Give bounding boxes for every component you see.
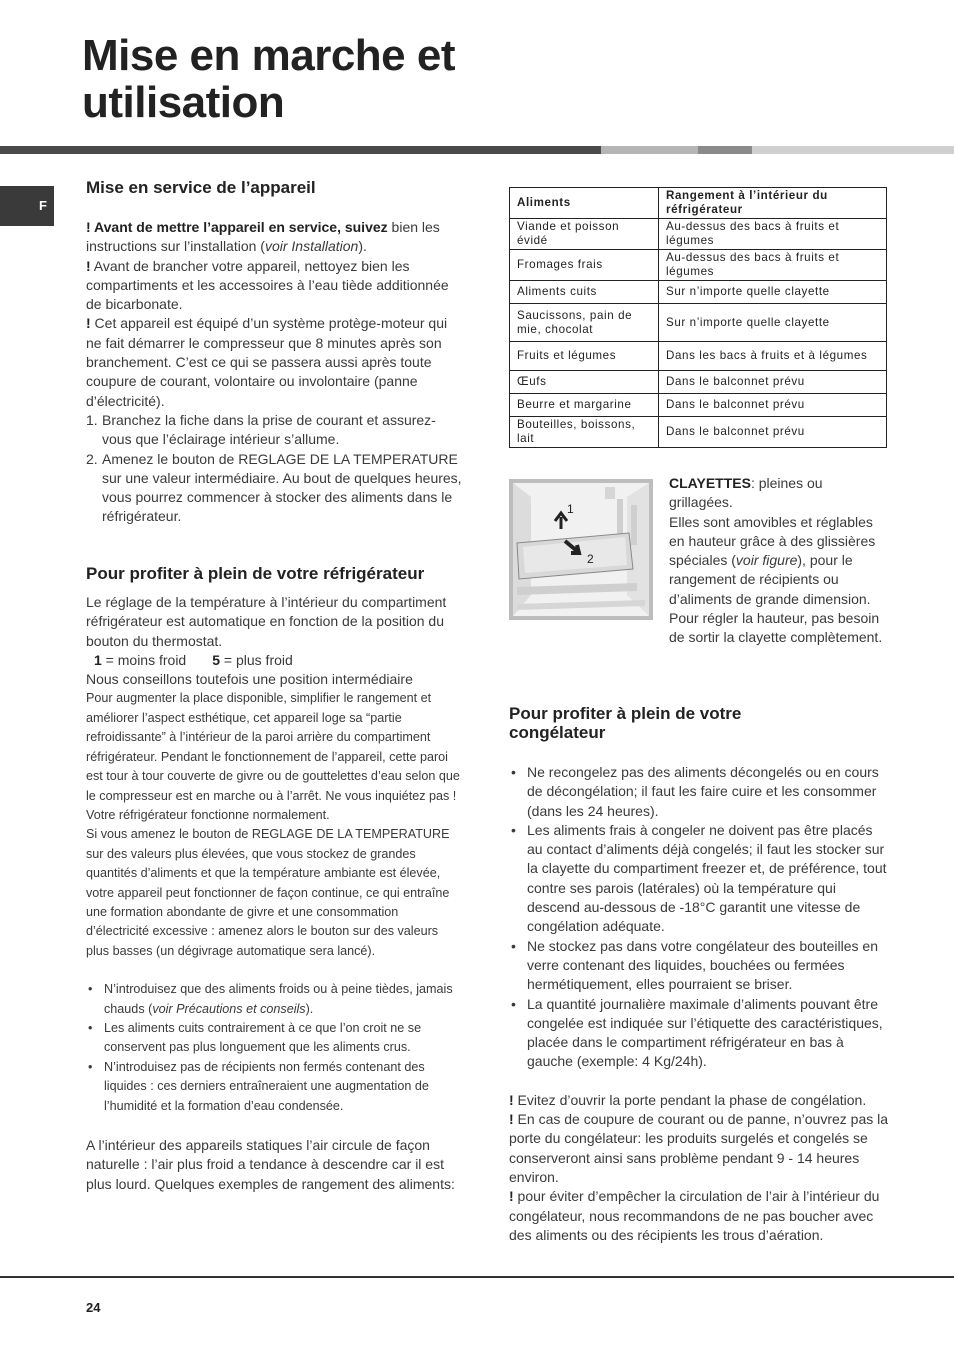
paragraph-clayettes-type [669,474,889,513]
section-heading-refrigerateur: Pour profiter à plein de votre réfrigérateur [86,564,425,583]
list-item: • N’introduisez pas de récipients non fermés contenant des liquides : ces derniers entraîneraient une augmentation de l’humidité et la formation d’eau condensée. [86,1058,464,1116]
figure-label-1: 1 [567,502,574,516]
page-number: 24 [86,1300,101,1315]
text: Elles sont amovibles et réglables en hauteur grâce à des glissières spéciales ( [669,513,876,569]
page-title [82,32,455,126]
scale-1-number: 1 [94,651,102,668]
step-text: Amenez le bouton de REGLAGE DE LA TEMPERATURE sur une valeur intermédiaire. Au bout de quelques heures, vous pourrez commencer à stocker des aliments dans le réfrigérateur. [102,450,462,525]
warning-mark: ! [86,257,91,274]
header-bar-dark2 [698,146,752,154]
paragraph-air-circulation: A l’intérieur des appareils statiques l’air circule de façon naturelle : l’air plus froid a tendance à descendre car il est plus lourd. Quelques exemples de rangement des aliments: [86,1137,455,1192]
paragraph-reglage: Le réglage de la température à l’intérieur du compartiment réfrigérateur est automatique en fonction de la position du bouton du thermostat. [86,594,447,649]
clayettes-label: CLAYETTES [669,475,751,491]
table-cell: Au-dessus des bacs à fruits et légumes [659,250,887,281]
text: En cas de coupure de courant ou de panne, n’ouvrez pas la porte du congélateur: les produits surgelés et congelés se conserveront ainsi sans problème pendant 9 - 14 heures environ. [509,1111,889,1185]
header-bar-dark [0,146,601,154]
italic-ref: voir Installation [264,238,359,255]
table-cell: Fruits et légumes [510,342,659,371]
list-item [86,411,462,450]
italic-ref: voir Précautions et conseils [152,1001,306,1016]
text: pour éviter d’empêcher la circulation de l’air à l’intérieur du congélateur, nous recommandons de ne pas boucher avec des aliments ou des récipients les trous d’aération. [509,1188,880,1243]
table-cell: Bouteilles, boissons, lait [510,417,659,448]
table-cell: Œufs [510,371,659,394]
table-row [510,281,887,304]
text: : pleines ou grillagées. [669,475,823,511]
text: Cet appareil est équipé d’un système protège-moteur qui ne fait démarrer le compresseur que 8 minutes après son branchement. C’est ce qui se passera aussi après toute coupure de courant, volontaire ou involontaire (panne d’électricité). [86,315,448,409]
section-mise-en-service-body [86,218,462,527]
figure-label-2: 2 [587,552,594,566]
text: Evitez d’ouvrir la porte pendant la phase de congélation. [513,1091,867,1108]
paragraph-partie-refroidissante: Pour augmenter la place disponible, simplifier le rangement et améliorer l’aspect esthétique, cet appareil loge sa “partie refroidissante” à l’intérieur de la paroi arrière du compartiment réfrigérateur. Pendant le fonctionnement de l’appareil, cette paroi est tour à tour couverte de givre ou de gouttelettes d’eau selon que le compresseur est en marche ou à l’arrêt. Ne vous inquiétez pas ! Votre réfrigérateur fonctionne normalement. [86,691,460,822]
warning-mark: ! [86,315,91,332]
scale-5-number: 5 [212,651,221,668]
warning-coupure [509,1110,889,1187]
language-tab-label: F [39,198,47,213]
heading-line-2: congélateur [509,723,606,742]
table-cell: Beurre et margarine [510,394,659,417]
section-heading-mise-en-service: Mise en service de l’appareil [86,178,316,197]
language-tab [0,186,54,226]
freezer-tips-list [509,763,889,1072]
table-cell: Dans les bacs à fruits et à légumes [659,342,887,371]
text: ). [358,238,367,255]
steps-list [86,411,462,527]
title-line-1: Mise en marche et [82,31,455,80]
table-row [510,417,887,448]
clayettes-text [669,474,889,648]
text: ). [305,1001,314,1016]
text: N’introduisez que des aliments froids ou à peine tièdes, jamais chauds ( [104,982,453,1016]
paragraph-reglage-eleve: Si vous amenez le bouton de REGLAGE DE LA TEMPERATURE sur des valeurs plus élevées, que vous stockez de grandes quantités d’aliments et que la température ambiante est élevée, votre appareil peut fonctionner de façon continue, ce qui entraîne une formation abondante de givre et une consommation d’électricité excessive : amenez alors le bouton sur des valeurs plus basses (un dégivrage automatique sera lancé). [86,827,450,958]
list-item: • La quantité journalière maximale d’aliments pouvant être congelée est indiquée sur l’étiquette des caractéristiques, placée dans le compartiment réfrigérateur en bas à gauche (exemple: 4 Kg/24h). [509,995,889,1072]
list-item: • Ne stockez pas dans votre congélateur des bouteilles en verre contenant des liquides, bouchées ou fermées hermétiquement, elles pourraient se briser. [509,937,889,995]
section-congelateur-body [509,763,889,1245]
section-refrigerateur-body [86,593,464,1194]
section-heading-congelateur [509,704,741,742]
text: bien les instructions sur l’installation ( [86,219,440,255]
table-cell: Sur n’importe quelle clayette [659,304,887,342]
fridge-tips-list [86,980,464,1116]
heading-line-1: Pour profiter à plein de votre [509,704,742,723]
table-cell: Au-dessus des bacs à fruits et légumes [659,219,887,250]
footer-divider [0,1276,954,1278]
step-number: 1. [86,411,98,428]
list-item: • Les aliments cuits contrairement à ce que l’on croit ne se conservent pas plus longuement que les aliments crus. [86,1019,464,1058]
text: ), pour le rangement de récipients ou d’aliments de grande dimension. Pour régler la hauteur, pas besoin de sortir la clayette complètement. [669,552,883,646]
scale-1-text: = moins froid [101,651,187,668]
list-item [86,980,464,1019]
warning-aeration [509,1187,889,1245]
header-bar-mid [601,146,698,154]
table-row [510,371,887,394]
table-row [510,342,887,371]
table-cell: Saucissons, pain de mie, chocolat [510,304,659,342]
table-cell: Dans le balconnet prévu [659,371,887,394]
text: Avant de brancher votre appareil, nettoyez bien les compartiments et les accessoires à l’eau tiède additionnée de bicarbonate. [86,257,449,313]
scale-5-text: = plus froid [220,651,293,668]
paragraph-protege-moteur [86,314,462,410]
list-item [86,450,462,527]
table-cell: Fromages frais [510,250,659,281]
warning-mark: ! [509,1188,514,1205]
shelf-illustration [509,479,653,620]
paragraph-nettoyage [86,257,462,315]
paragraph-clayettes-description [669,513,889,648]
paragraph-conseil: Nous conseillons toutefois une position intermédiaire [86,671,413,688]
list-item: • Ne recongelez pas des aliments décongelés ou en cours de décongélation; il faut les faire cuire et les consommer (dans les 24 heures). [509,763,889,821]
table-cell: Viande et poisson évidé [510,219,659,250]
step-number: 2. [86,450,98,467]
table-row [510,250,887,281]
warning-mark: ! [509,1091,514,1108]
title-line-2: utilisation [82,78,285,127]
table-cell: Aliments cuits [510,281,659,304]
table-row [510,219,887,250]
table-cell: Dans le balconnet prévu [659,417,887,448]
list-item: • Les aliments frais à congeler ne doivent pas être placés au contact d’aliments déjà congelés; il faut les stocker sur la clayette du compartiment freezer et, de préférence, tout contre ses parois (latérales) où la température qui descend au-dessous de -18°C garantit une vitesse de congélation adéquate. [509,821,889,937]
warning-porte [509,1091,889,1110]
table-header-cell: Aliments [510,188,659,219]
table-cell: Sur n’importe quelle clayette [659,281,887,304]
italic-ref: voir figure [735,552,798,569]
step-text: Branchez la fiche dans la prise de courant et assurez-vous que l’éclairage intérieur s’allume. [102,411,436,448]
thermostat-scale [86,651,464,670]
warning-mark: ! [509,1111,514,1128]
bold-warning: ! Avant de mettre l’appareil en service, suivez [86,219,388,235]
table-cell: Dans le balconnet prévu [659,394,887,417]
table-row [510,394,887,417]
table-header-row [510,188,887,219]
storage-table [509,187,887,448]
header-bar-light [752,146,954,154]
table-row [510,304,887,342]
paragraph-avant-service [86,218,462,257]
table-header-cell: Rangement à l’intérieur du réfrigérateur [659,188,887,219]
